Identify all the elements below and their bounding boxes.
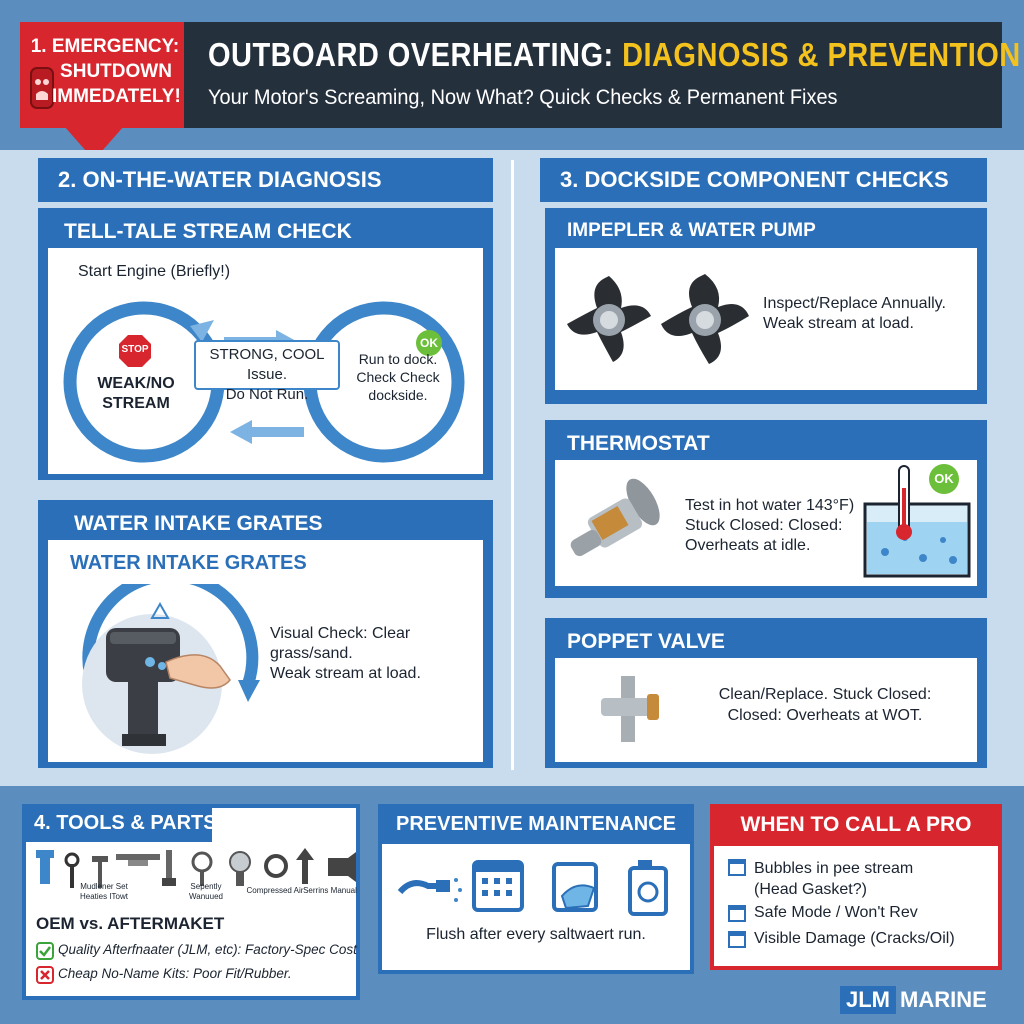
stream-check-card	[38, 208, 493, 480]
impeller-title: IMPEPLER & WATER PUMP	[567, 220, 816, 241]
cross-icon	[36, 966, 54, 984]
pro-item-3: Visible Damage (Cracks/Oil)	[754, 930, 955, 947]
emergency-line-2: SHUTDOWN	[60, 61, 172, 82]
tool-label-2b: Wanuued	[189, 892, 223, 901]
check-icon	[36, 942, 54, 960]
strong-cool-line-2: Do Not Run.	[225, 386, 309, 403]
preventive-caption: Flush after every saltwaert run.	[426, 926, 646, 943]
impeller-card	[545, 208, 987, 404]
intake-line-1: Visual Check: Clear grass/sand.	[270, 625, 411, 662]
outboard-motor-icon	[70, 584, 270, 756]
impeller-line-2: Weak stream at load.	[763, 315, 914, 332]
thermostat-line-1: Test in hot water 143°F)	[685, 497, 855, 514]
maintenance-icons	[398, 856, 680, 920]
calendar-icon-2	[728, 904, 746, 922]
intake-text	[270, 624, 483, 684]
thermostat-line-3: Overheats at idle.	[685, 537, 811, 554]
weak-stream-line-2: STREAM	[102, 395, 170, 412]
poppet-text	[675, 684, 975, 726]
impeller-body	[555, 248, 977, 390]
thermostat-ok-badge: OK	[929, 464, 959, 494]
poppet-card	[545, 618, 987, 768]
tool-label-3: Compressed Air	[246, 886, 304, 895]
tool-label-1a: Mudlener Set	[80, 882, 128, 891]
page-subtitle: Your Motor's Screaming, Now What? Quick Checks & Permanent Fixes	[208, 86, 838, 109]
poppet-line-1: Clean/Replace. Stuck Closed:	[718, 686, 932, 703]
run-line-2: Check Check	[356, 369, 440, 385]
intake-line-2: Weak stream at load.	[270, 665, 421, 682]
section-dockside: 3. DOCKSIDE COMPONENT CHECKS	[540, 158, 987, 202]
ok-badge: OK	[416, 330, 442, 356]
call-pro-box	[710, 804, 1002, 970]
emergency-banner	[20, 22, 184, 128]
tools-title: 4. TOOLS & PARTS	[22, 804, 212, 842]
emergency-line-3: IMMEDATELY!	[52, 86, 181, 107]
column-divider	[511, 160, 514, 770]
calendar-icon-1	[728, 858, 746, 876]
good-option: Quality Afterfnaater (JLM, etc): Factory-Spec Cost	[58, 942, 357, 957]
title-highlight: DIAGNOSIS & PREVENTION	[622, 36, 1021, 73]
strong-cool-box	[194, 340, 340, 403]
stop-sign-label: STOP	[121, 344, 149, 355]
emergency-text	[30, 34, 180, 109]
bad-option: Cheap No-Name Kits: Poor Fit/Rubber.	[58, 966, 292, 981]
poppet-line-2: Closed: Overheats at WOT.	[727, 707, 923, 724]
tool-label-4: Serrins Manual	[303, 886, 357, 895]
intake-body	[48, 540, 483, 762]
thermostat-title: THERMOSTAT	[567, 432, 710, 455]
thermostat-icon	[561, 472, 671, 576]
poppet-title: POPPET VALVE	[567, 630, 725, 653]
pro-item-1-line-2: (Head Gasket?)	[754, 881, 867, 898]
pro-item-1	[754, 858, 913, 900]
strong-cool-line-1: STRONG, COOL Issue.	[209, 346, 325, 383]
tool-label-1	[74, 882, 134, 902]
preventive-title: PREVENTIVE MAINTENANCE	[378, 804, 694, 844]
call-pro-title: WHEN TO CALL A PRO	[710, 804, 1002, 846]
section-on-water: 2. ON-THE-WATER DIAGNOSIS	[38, 158, 493, 202]
impeller-icon	[559, 256, 759, 386]
brand-marine: MARINE	[900, 987, 987, 1012]
brand-jlm: JLM	[840, 986, 896, 1014]
calendar-icon-3	[728, 930, 746, 948]
poppet-body	[555, 658, 977, 762]
preventive-box	[378, 804, 694, 974]
thermostat-text	[685, 496, 854, 556]
title-main: OUTBOARD OVERHEATING:	[208, 36, 623, 73]
tool-label-2a: Sepently	[190, 882, 222, 891]
intake-title: WATER INTAKE GRATES	[74, 512, 323, 535]
weak-stream-line-1: WEAK/NO	[97, 375, 175, 392]
impeller-line-1: Inspect/Replace Annually.	[763, 295, 946, 312]
impeller-text	[763, 294, 946, 334]
page-title	[208, 36, 1021, 74]
tool-label-2	[176, 882, 236, 902]
run-line-1: Run to dock.	[358, 351, 438, 367]
intake-card	[38, 500, 493, 768]
run-to-dock-label	[350, 350, 446, 404]
tools-box	[22, 804, 360, 1000]
emergency-line-1: 1. EMERGENCY:	[30, 36, 180, 57]
thermostat-body	[555, 460, 977, 586]
brand-logo	[840, 986, 987, 1014]
pro-item-1-line-1: Bubbles in pee stream	[754, 860, 914, 877]
thermostat-card	[545, 420, 987, 598]
pro-item-2: Safe Mode / Won't Rev	[754, 904, 918, 921]
poppet-valve-icon	[595, 672, 665, 748]
start-engine-label: Start Engine (Briefly!)	[78, 263, 231, 280]
stream-check-title: TELL-TALE STREAM CHECK	[64, 220, 352, 243]
run-line-3: dockside.	[368, 387, 428, 403]
thermostat-line-2: Stuck Closed: Closed:	[685, 517, 843, 534]
oem-title: OEM vs. AFTERMAKET	[36, 914, 225, 933]
tool-label-1b: Heaties ITowt	[79, 892, 129, 901]
intake-subtitle: WATER INTAKE GRATES	[70, 552, 307, 574]
stream-check-body	[48, 248, 483, 474]
weak-stream-label	[96, 374, 176, 414]
